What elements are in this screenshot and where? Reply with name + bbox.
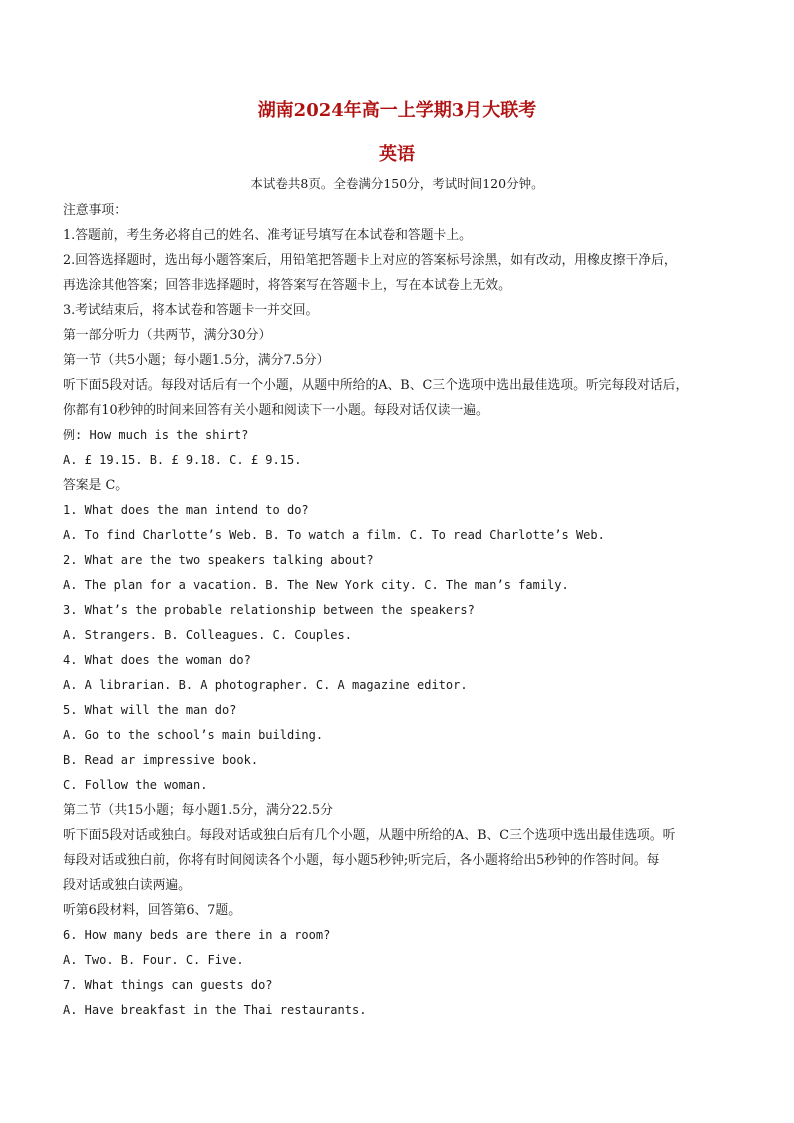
text-line: 听下面5段对话或独白。每段对话或独白后有几个小题，从题中所给的A、B、C三个选项中选出最佳选项。听: [63, 828, 676, 843]
text-line: 3.考试结束后，将本试卷和答题卡一并交回。: [63, 303, 319, 318]
text-line: 听第6段材料，回答第6、7题。: [63, 903, 241, 918]
text-line: C. Follow the woman.: [63, 778, 208, 792]
exam-body: [63, 198, 735, 1023]
text-line: 第一节（共5小题；每小题1.5分，满分7.5分）: [63, 353, 330, 368]
text-line: 4. What does the woman do?: [63, 653, 251, 667]
text-line: A. A librarian. B. A photographer. C. A magazine editor.: [63, 678, 468, 692]
text-line: B. Read ar impressive book.: [63, 753, 259, 767]
text-line: 1.答题前，考生务必将自己的姓名、准考证号填写在本试卷和答题卡上。: [63, 228, 472, 243]
text-line: 注意事项：: [63, 203, 127, 218]
text-line: A. Have breakfast in the Thai restaurants.: [63, 1003, 367, 1017]
text-line: A. To find Charlotte’s Web. B. To watch a film. C. To read Charlotte’s Web.: [63, 528, 605, 542]
subject-title: 英语: [379, 144, 415, 165]
text-line: A. The plan for a vacation. B. The New York city. C. The man’s family.: [63, 578, 569, 592]
text-line: 2.回答选择题时，选出每小题答案后，用铅笔把答题卡上对应的答案标号涂黑，如有改动，用橡皮擦干净后，: [63, 253, 677, 268]
text-line: 3. What’s the probable relationship between the speakers?: [63, 603, 475, 617]
text-line: 再选涂其他答案；回答非选择题时，将答案写在答题卡上，写在本试卷上无效。: [63, 278, 511, 293]
text-line: A. Two. B. Four. C. Five.: [63, 953, 244, 967]
text-line: 每段对话或独白前，你将有时间阅读各个小题，每小题5秒钟;听完后，各小题将给出5秒钟的作答时间。每: [63, 853, 660, 868]
text-line: 5. What will the man do?: [63, 703, 237, 717]
text-line: 听下面5段对话。每段对话后有一个小题，从题中所给的A、B、C三个选项中选出最佳选项。听完每段对话后，: [63, 378, 689, 393]
text-line: 7. What things can guests do?: [63, 978, 273, 992]
text-line: 6. How many beds are there in a room?: [63, 928, 331, 942]
text-line: A. Go to the school’s main building.: [63, 728, 324, 742]
exam-title: 湖南2024年高一上学期3月大联考: [257, 100, 537, 121]
text-line: 答案是 C。: [63, 478, 129, 493]
text-line: A. Strangers. B. Colleagues. C. Couples.: [63, 628, 352, 642]
exam-info: 本试卷共8页。全卷满分150分，考试时间120分钟。: [250, 176, 544, 191]
text-line: A. £ 19.15. B. £ 9.18. C. £ 9.15.: [63, 453, 302, 467]
text-line: 2. What are the two speakers talking about?: [63, 553, 374, 567]
text-line: 第二节（共15小题；每小题1.5分，满分22.5分: [63, 803, 333, 818]
text-line: 你都有10秒钟的时间来回答有关小题和阅读下一小题。每段对话仅读一遍。: [63, 403, 489, 418]
text-line: 第一部分听力（共两节，满分30分）: [63, 328, 272, 343]
text-line: 例: How much is the shirt?: [63, 428, 249, 442]
text-line: 段对话或独白读两遍。: [63, 878, 191, 893]
text-line: 1. What does the man intend to do?: [63, 503, 309, 517]
